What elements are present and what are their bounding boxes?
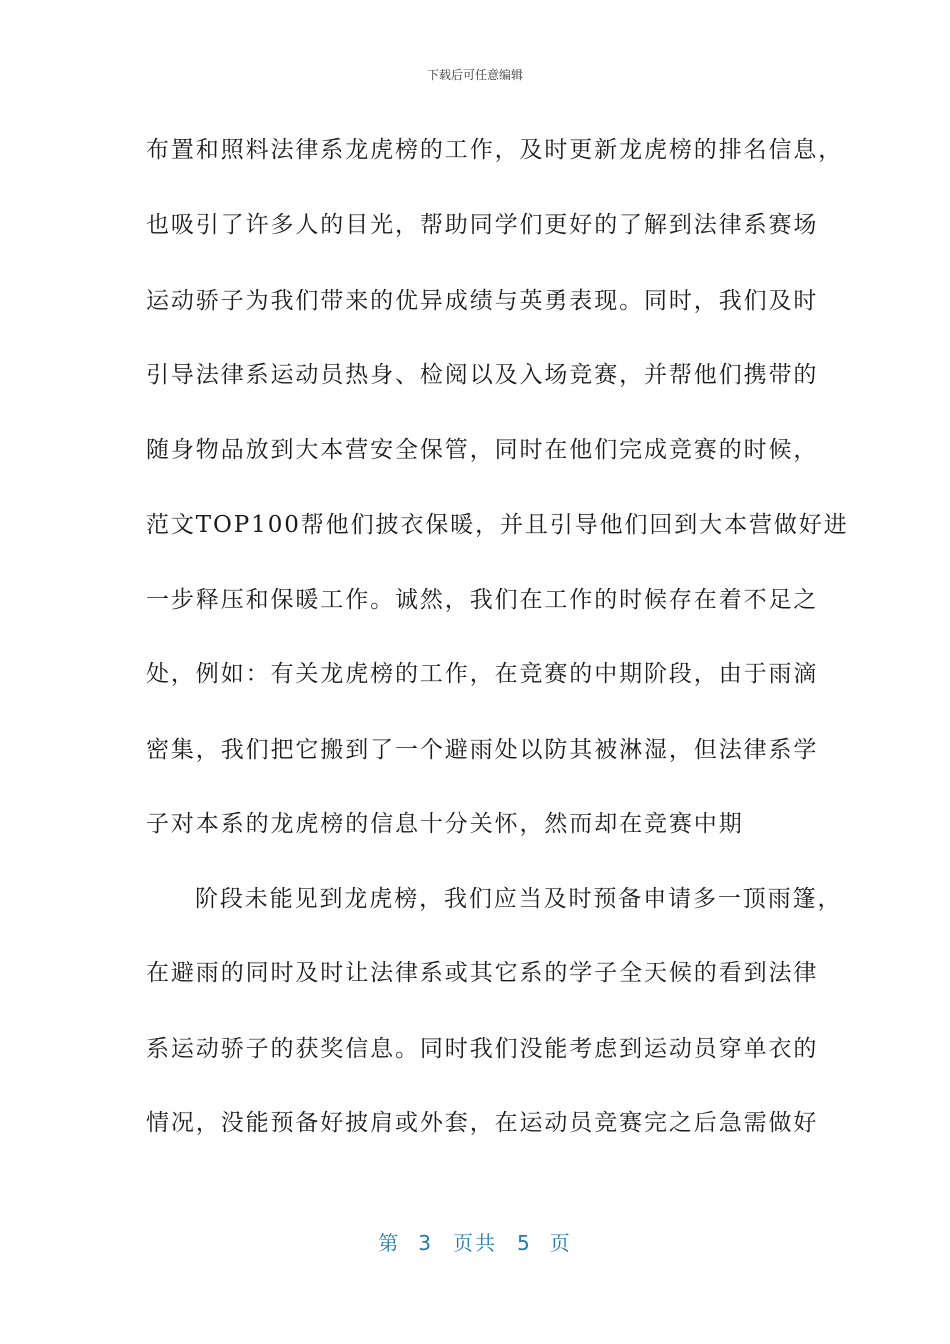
page-number: 3	[418, 1231, 433, 1255]
footer-suffix: 页	[549, 1231, 572, 1255]
body-line: 密集，我们把它搬到了一个避雨处以防其被淋湿，但法律系学	[146, 737, 819, 763]
total-pages: 5	[517, 1231, 532, 1255]
body-line: 引导法律系运动员热身、检阅以及入场竞赛，并帮他们携带的	[146, 362, 819, 388]
body-line: 范文TOP100帮他们披衣保暖，并且引导他们回到大本营做好进	[146, 512, 849, 538]
body-line: 在避雨的同时及时让法律系或其它系的学子全天候的看到法律	[146, 960, 819, 986]
body-line: 子对本系的龙虎榜的信息十分关怀，然而却在竞赛中期	[146, 811, 744, 837]
body-line: 系运动骄子的获奖信息。同时我们没能考虑到运动员穿单衣的	[146, 1036, 819, 1062]
body-line: 情况，没能预备好披肩或外套，在运动员竞赛完之后急需做好	[146, 1110, 819, 1136]
footer-middle: 页共	[453, 1231, 497, 1255]
body-line: 布置和照料法律系龙虎榜的工作，及时更新龙虎榜的排名信息，	[146, 137, 844, 163]
body-line: 也吸引了许多人的目光，帮助同学们更好的了解到法律系赛场	[146, 212, 819, 238]
footer-prefix: 第	[378, 1231, 401, 1255]
page-header: 下载后可任意编辑	[426, 68, 523, 82]
page-footer	[0, 1227, 950, 1256]
body-line: 处，例如：有关龙虎榜的工作，在竞赛的中期阶段，由于雨滴	[146, 661, 819, 687]
body-line: 阶段未能见到龙虎榜，我们应当及时预备申请多一顶雨篷，	[195, 886, 843, 912]
body-line: 运动骄子为我们带来的优异成绩与英勇表现。同时，我们及时	[146, 288, 819, 314]
body-line: 一步释压和保暖工作。诚然，我们在工作的时候存在着不足之	[146, 587, 819, 613]
body-line: 随身物品放到大本营安全保管，同时在他们完成竞赛的时候，	[146, 437, 819, 463]
